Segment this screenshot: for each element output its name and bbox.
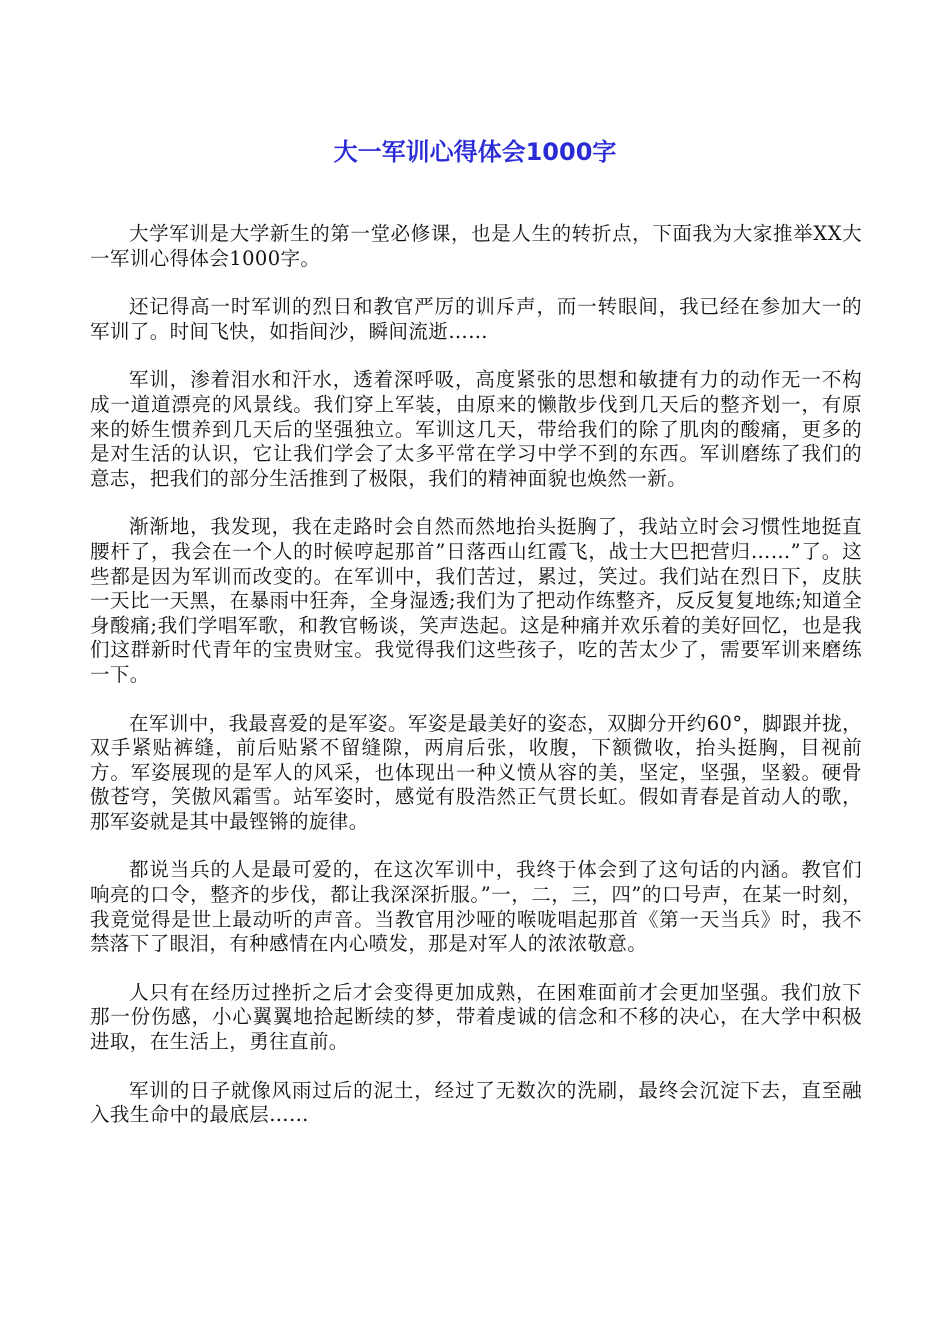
paragraph-2: 还记得高一时军训的烈日和教官严厉的训斥声，而一转眼间，我已经在参加大一的军训了。时间飞快，如指间沙，瞬间流逝…… (90, 295, 862, 343)
paragraph-3: 军训，渗着泪水和汗水，透着深呼吸，高度紧张的思想和敏捷有力的动作无一不构成一道道漂亮的风景线。我们穿上军装，由原来的懒散步伐到几天后的整齐划一，有原来的娇生惯养到几天后的坚强独立。军训这几天，带给我们的除了肌肉的酸痛，更多的是对生活的认识，它让我们学会了太多平常在学习中学不到的东西。军训磨练了我们的意志，把我们的部分生活推到了极限，我们的精神面貌也焕然一新。 (90, 368, 862, 490)
paragraph-6: 都说当兵的人是最可爱的，在这次军训中，我终于体会到了这句话的内涵。教官们响亮的口令，整齐的步伐，都让我深深折服。”一，二，三，四”的口号声，在某一时刻，我竟觉得是世上最动听的声音。当教官用沙哑的喉咙唱起那首《第一天当兵》时，我不禁落下了眼泪，有种感情在内心喷发，那是对军人的浓浓敬意。 (90, 858, 862, 956)
document-body (90, 222, 862, 1152)
paragraph-4: 渐渐地，我发现，我在走路时会自然而然地抬头挺胸了，我站立时会习惯性地挺直腰杆了，我会在一个人的时候哼起那首”日落西山红霞飞，战士大巴把营归……”了。这些都是因为军训而改变的。在军训中，我们苦过，累过，笑过。我们站在烈日下，皮肤一天比一天黑，在暴雨中狂奔，全身湿透;我们为了把动作练整齐，反反复复地练;知道全身酸痛;我们学唱军歌，和教官畅谈，笑声迭起。这是种痛并欢乐着的美好回忆，也是我们这群新时代青年的宝贵财宝。我觉得我们这些孩子，吃的苦太少了，需要军训来磨练一下。 (90, 515, 862, 686)
paragraph-1: 大学军训是大学新生的第一堂必修课，也是人生的转折点，下面我为大家推举XX大一军训心得体会1000字。 (90, 222, 862, 270)
paragraph-7: 人只有在经历过挫折之后才会变得更加成熟，在困难面前才会更加坚强。我们放下那一份伤感，小心翼翼地拾起断续的梦，带着虔诚的信念和不移的决心，在大学中积极进取，在生活上，勇往直前。 (90, 980, 862, 1054)
paragraph-5: 在军训中，我最喜爱的是军姿。军姿是最美好的姿态，双脚分开约60°，脚跟并拢，双手紧贴裤缝，前后贴紧不留缝隙，两肩后张，收腹，下额微收，抬头挺胸，目视前方。军姿展现的是军人的风采，也体现出一种义愤从容的美，坚定，坚强，坚毅。硬骨傲苍穹，笑傲风霜雪。站军姿时，感觉有股浩然正气贯长虹。假如青春是首动人的歌，那军姿就是其中最铿锵的旋律。 (90, 711, 862, 833)
paragraph-8: 军训的日子就像风雨过后的泥土，经过了无数次的洗刷，最终会沉淀下去，直至融入我生命中的最底层…… (90, 1078, 862, 1127)
document-title: 大一军训心得体会1000字 (333, 138, 617, 166)
